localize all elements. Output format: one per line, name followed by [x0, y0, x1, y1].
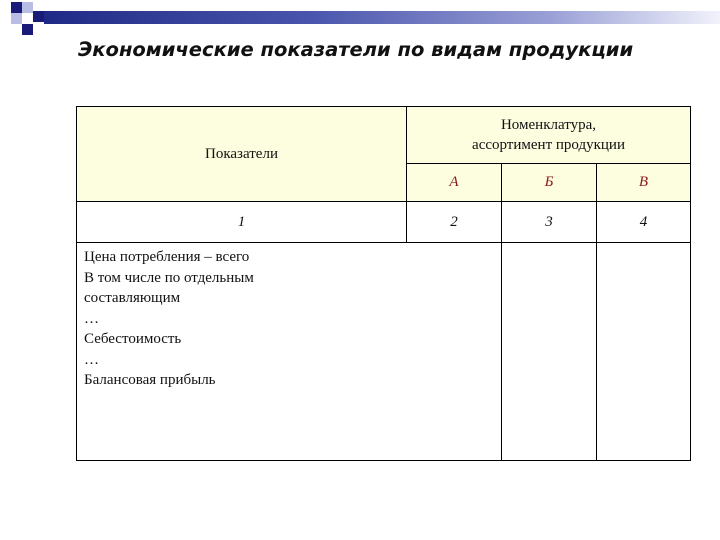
header-nomenclature-line2: ассортимент продукции — [472, 137, 625, 153]
header-nomenclature — [407, 107, 691, 164]
indicator-line: … — [84, 310, 99, 327]
decor-square-5 — [22, 24, 33, 35]
empty-cell-col4 — [597, 243, 691, 461]
indicators-table — [76, 106, 691, 461]
indicator-line: Балансовая прибыль — [84, 372, 216, 388]
column-number-1: 1 — [77, 202, 407, 243]
product-column-b: Б — [502, 164, 597, 202]
column-number-2: 2 — [407, 202, 502, 243]
product-column-a: А — [407, 164, 502, 202]
column-number-3: 3 — [502, 202, 597, 243]
decor-square-1 — [11, 2, 22, 13]
decor-square-3 — [33, 11, 44, 22]
decor-square-2 — [22, 2, 33, 13]
header-indicators — [77, 107, 407, 202]
indicator-line: составляющим — [84, 290, 181, 306]
indicator-line: В том числе по отдельным — [84, 269, 254, 286]
page-title: Экономические показатели по видам продукции — [78, 38, 634, 61]
product-column-v: В — [597, 164, 691, 202]
indicators-list-cell — [77, 243, 502, 461]
indicator-line: Себестоимость — [84, 331, 182, 347]
indicator-line: Цена потребления – всего — [84, 249, 250, 265]
header-nomenclature-line1: Номенклатура, — [500, 117, 597, 133]
header-indicators-label: Показатели — [205, 145, 278, 162]
column-number-4: 4 — [597, 202, 691, 243]
decor-square-4 — [11, 13, 22, 24]
empty-cell-col3 — [502, 243, 597, 461]
indicator-line: … — [84, 351, 99, 368]
header-gradient-bar — [44, 11, 720, 24]
